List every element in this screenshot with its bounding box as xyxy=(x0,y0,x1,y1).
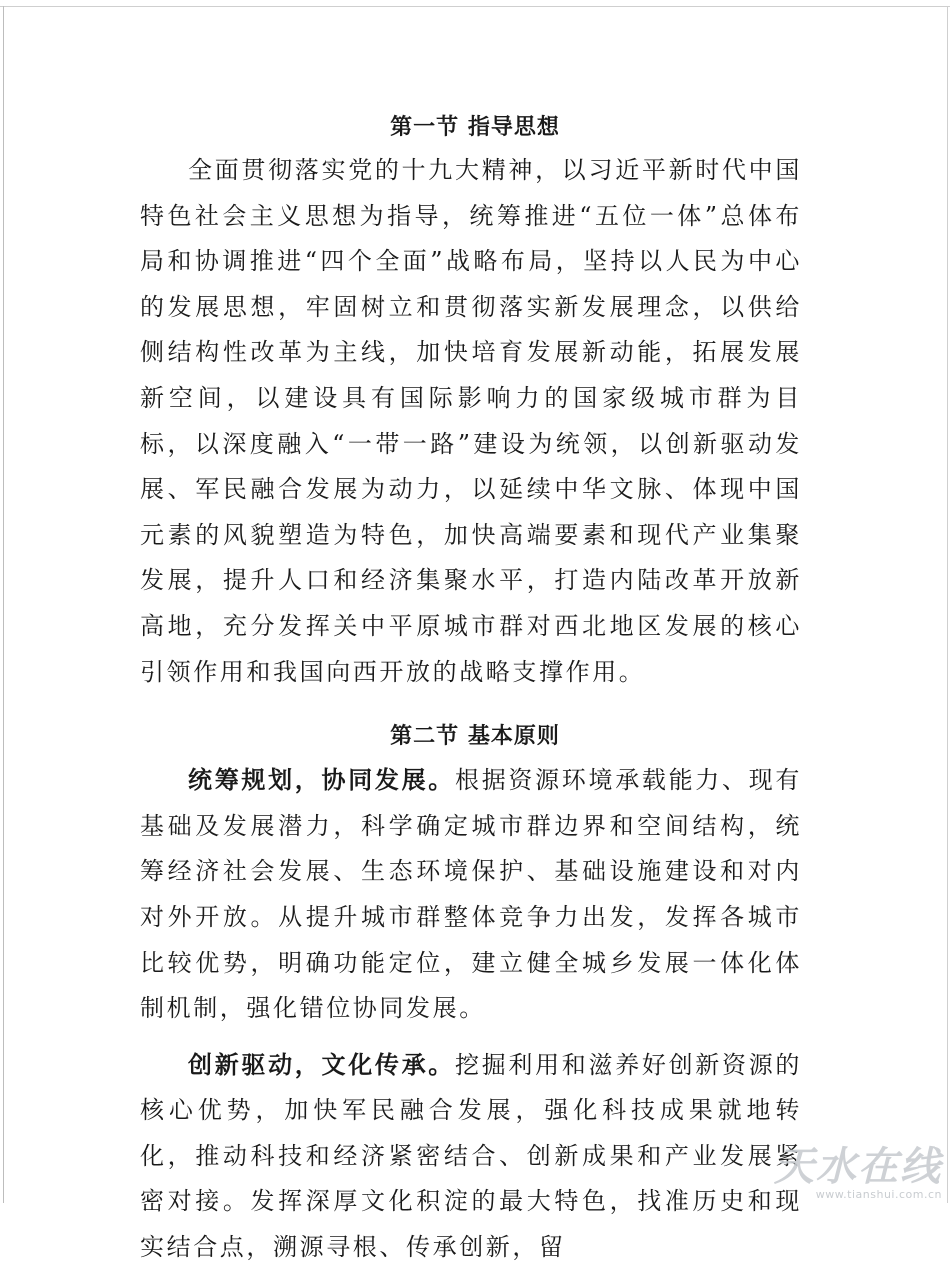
paragraph-coordinated-planning xyxy=(140,757,802,1032)
watermark-logo-text: 天水在线 xyxy=(774,1143,942,1190)
watermark-url: www.tianshui.com.cn xyxy=(815,1188,942,1201)
paragraph-text: 根据资源环境承载能力、现有基础及发展潜力，科学确定城市群边界和空间结构，统筹经济社会发展、生态环境保护、基础设施建设和对内对外开放。从提升城市群整体竞争力出发，发挥各城市比较优势，明确功能定位，建立健全城乡发展一体化体制机制，强化错位协同发展。 xyxy=(140,766,802,1023)
page-top-border xyxy=(0,6,950,7)
paragraph-text: 全面贯彻落实党的十九大精神，以习近平新时代中国特色社会主义思想为指导，统筹推进“五位一体”总体布局和协调推进“四个全面”战略布局，坚持以人民为中心的发展思想，牢固树立和贯彻落实新发展理念，以供给侧结构性改革为主线，加快培育发展新动能，拓展发展新空间，以建设具有国际影响力的国家级城市群为目标，以深度融入“一带一路”建设为统领，以创新驱动发展、军民融合发展为动力，以延续中华文脉、体现中国元素的风貌塑造为特色，加快高端要素和现代产业集聚发展，提升人口和经济集聚水平，打造内陆改革开放新高地，充分发挥关中平原城市群对西北地区发展的核心引领作用和我国向西开放的战略支撑作用。 xyxy=(140,156,802,686)
site-watermark xyxy=(774,1145,942,1201)
section-title-guiding-ideology: 第一节 指导思想 xyxy=(390,114,560,140)
paragraph-innovation-driven xyxy=(140,1042,802,1271)
section-title-basic-principles: 第二节 基本原则 xyxy=(390,723,560,750)
paragraph-lead: 统筹规划，协同发展。 xyxy=(188,765,455,795)
paragraph-text: 挖掘利用和滋养好创新资源的核心优势，加快军民融合发展，强化科技成果就地转化，推动科技和经济紧密结合、创新成果和产业发展紧密对接。发挥深厚文化积淀的最大特色，找准历史和现实结合点，溯源寻根、传承创新，留 xyxy=(140,1050,802,1262)
paragraph-lead: 创新驱动，文化传承。 xyxy=(188,1049,455,1079)
paragraph-guiding-ideology xyxy=(140,148,802,695)
document-content xyxy=(0,106,950,1271)
